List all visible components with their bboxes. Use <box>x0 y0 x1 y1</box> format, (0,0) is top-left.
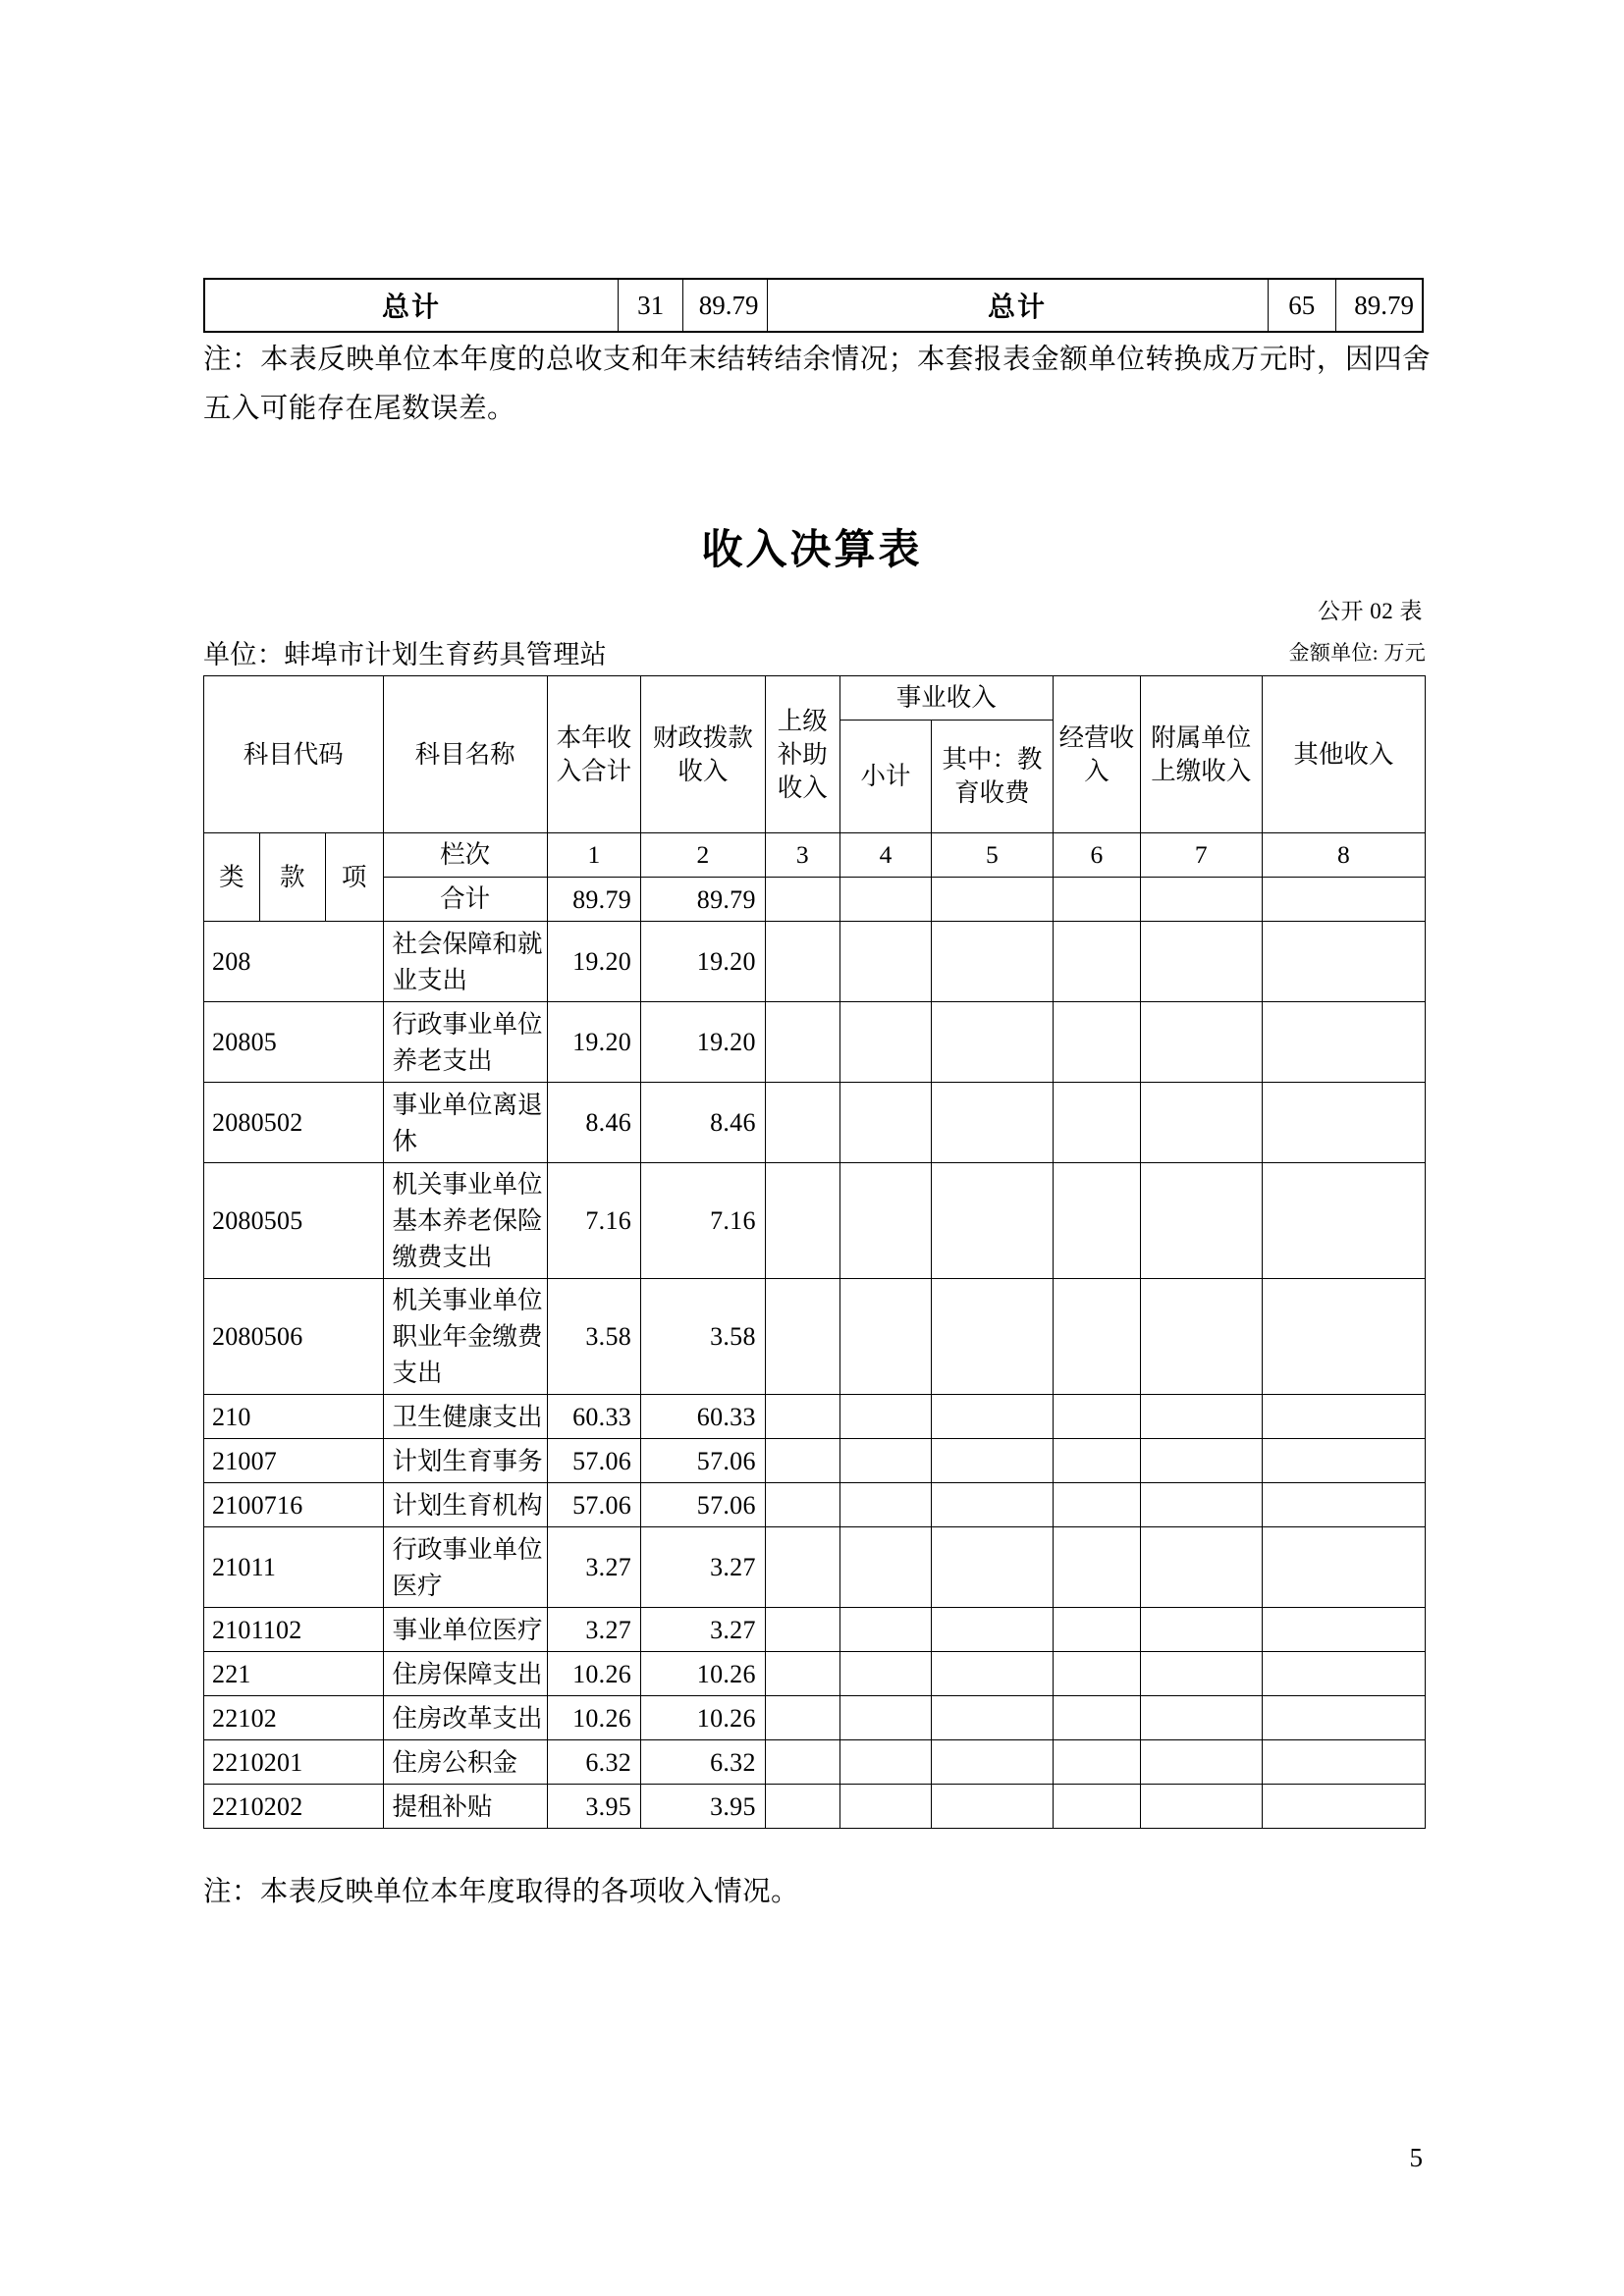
row-value-1: 3.27 <box>547 1608 640 1652</box>
row-subject-code: 221 <box>204 1652 384 1696</box>
row-value-2: 57.06 <box>641 1439 766 1483</box>
row-value-2: 3.58 <box>641 1279 766 1395</box>
table-row <box>204 1740 1426 1785</box>
table-body <box>204 922 1426 1829</box>
row-value-5 <box>932 1696 1054 1740</box>
row-value-7 <box>1140 1395 1262 1439</box>
row-value-2: 3.27 <box>641 1608 766 1652</box>
row-value-1: 57.06 <box>547 1439 640 1483</box>
row-value-1: 60.33 <box>547 1395 640 1439</box>
header-superior-subsidy: 上级补助收入 <box>765 676 839 833</box>
page-number: 5 <box>1409 2143 1423 2172</box>
total-row-value-4 <box>839 878 931 922</box>
row-subject-code: 2210201 <box>204 1740 384 1785</box>
row-value-5 <box>932 1163 1054 1279</box>
row-subject-name: 卫生健康支出 <box>383 1395 547 1439</box>
row-value-6 <box>1053 1652 1140 1696</box>
row-value-6 <box>1053 1279 1140 1395</box>
row-value-1: 6.32 <box>547 1740 640 1785</box>
row-value-3 <box>765 922 839 1002</box>
row-value-7 <box>1140 1279 1262 1395</box>
row-value-4 <box>839 1395 931 1439</box>
row-value-6 <box>1053 1527 1140 1608</box>
row-value-4 <box>839 1527 931 1608</box>
row-value-2: 10.26 <box>641 1696 766 1740</box>
row-value-7 <box>1140 1163 1262 1279</box>
row-subject-code: 21007 <box>204 1439 384 1483</box>
continuation-table <box>203 278 1424 333</box>
row-value-6 <box>1053 1439 1140 1483</box>
row-value-5 <box>932 1652 1054 1696</box>
continuation-right-total-code: 65 <box>1268 279 1335 332</box>
row-subject-code: 22102 <box>204 1696 384 1740</box>
row-subject-name: 机关事业单位基本养老保险缴费支出 <box>383 1163 547 1279</box>
header-subject-code-kuan: 款 <box>259 833 325 922</box>
row-value-7 <box>1140 1527 1262 1608</box>
row-value-1: 3.95 <box>547 1785 640 1829</box>
row-value-8 <box>1262 922 1425 1002</box>
total-row-value-1: 89.79 <box>547 878 640 922</box>
row-value-1: 10.26 <box>547 1652 640 1696</box>
row-subject-code: 21011 <box>204 1527 384 1608</box>
row-value-6 <box>1053 1083 1140 1163</box>
row-value-3 <box>765 1002 839 1083</box>
column-index-1: 1 <box>547 833 640 878</box>
row-subject-code: 2080502 <box>204 1083 384 1163</box>
table-row <box>204 1163 1426 1279</box>
row-value-2: 19.20 <box>641 922 766 1002</box>
header-other-income: 其他收入 <box>1262 676 1425 833</box>
unit-name-label: 单位：蚌埠市计划生育药具管理站 <box>203 640 607 669</box>
table-row <box>204 1785 1426 1829</box>
row-subject-name: 社会保障和就业支出 <box>383 922 547 1002</box>
row-subject-name: 住房改革支出 <box>383 1696 547 1740</box>
row-value-8 <box>1262 1527 1425 1608</box>
row-value-3 <box>765 1785 839 1829</box>
table-total-row <box>204 878 1426 922</box>
table-row <box>204 1652 1426 1696</box>
row-value-7 <box>1140 1696 1262 1740</box>
header-affiliated-unit-payment: 附属单位上缴收入 <box>1140 676 1262 833</box>
continuation-right-total-label: 总计 <box>767 279 1268 332</box>
column-index-4: 4 <box>839 833 931 878</box>
row-value-2: 7.16 <box>641 1163 766 1279</box>
row-value-3 <box>765 1527 839 1608</box>
row-value-7 <box>1140 1439 1262 1483</box>
row-value-3 <box>765 1439 839 1483</box>
row-value-4 <box>839 922 931 1002</box>
header-business-income: 事业收入 <box>839 676 1053 721</box>
header-subject-code-xiang: 项 <box>325 833 383 922</box>
row-value-1: 8.46 <box>547 1083 640 1163</box>
header-business-subtotal: 小计 <box>839 721 931 833</box>
header-year-income-total: 本年收入合计 <box>547 676 640 833</box>
table-row <box>204 1483 1426 1527</box>
row-value-2: 57.06 <box>641 1483 766 1527</box>
row-value-8 <box>1262 1083 1425 1163</box>
row-value-7 <box>1140 1785 1262 1829</box>
row-subject-code: 2080506 <box>204 1279 384 1395</box>
table-row <box>204 1608 1426 1652</box>
row-value-2: 10.26 <box>641 1652 766 1696</box>
row-value-8 <box>1262 1439 1425 1483</box>
row-value-4 <box>839 1279 931 1395</box>
row-value-8 <box>1262 1483 1425 1527</box>
row-value-4 <box>839 1696 931 1740</box>
row-value-1: 10.26 <box>547 1696 640 1740</box>
column-index-8: 8 <box>1262 833 1425 878</box>
total-row-label: 合计 <box>383 878 547 922</box>
row-value-5 <box>932 1002 1054 1083</box>
header-fiscal-appropriation: 财政拨款收入 <box>641 676 766 833</box>
row-value-3 <box>765 1608 839 1652</box>
row-value-7 <box>1140 922 1262 1002</box>
row-value-6 <box>1053 1002 1140 1083</box>
row-value-1: 19.20 <box>547 922 640 1002</box>
row-value-4 <box>839 1083 931 1163</box>
table-header-row-primary <box>204 676 1426 721</box>
row-subject-code: 2210202 <box>204 1785 384 1829</box>
row-value-2: 3.27 <box>641 1527 766 1608</box>
column-index-6: 6 <box>1053 833 1140 878</box>
row-value-3 <box>765 1652 839 1696</box>
row-value-3 <box>765 1740 839 1785</box>
row-value-5 <box>932 1785 1054 1829</box>
row-value-2: 19.20 <box>641 1002 766 1083</box>
row-value-6 <box>1053 922 1140 1002</box>
column-index-5: 5 <box>932 833 1054 878</box>
row-value-6 <box>1053 1483 1140 1527</box>
public-disclosure-number: 公开 02 表 <box>1318 599 1423 623</box>
row-value-2: 8.46 <box>641 1083 766 1163</box>
table-row <box>204 1083 1426 1163</box>
table-meta-row <box>203 633 1426 668</box>
row-value-8 <box>1262 1395 1425 1439</box>
row-subject-name: 住房保障支出 <box>383 1652 547 1696</box>
continuation-left-total-label: 总计 <box>204 279 618 332</box>
row-value-1: 3.58 <box>547 1279 640 1395</box>
row-value-5 <box>932 1527 1054 1608</box>
row-subject-name: 提租补贴 <box>383 1785 547 1829</box>
column-index-2: 2 <box>641 833 766 878</box>
page-title: 收入决算表 <box>701 525 923 573</box>
row-value-3 <box>765 1696 839 1740</box>
row-value-6 <box>1053 1696 1140 1740</box>
row-value-5 <box>932 1439 1054 1483</box>
header-column-index-label: 栏次 <box>383 833 547 878</box>
table-row <box>204 1002 1426 1083</box>
header-subject-code-lei: 类 <box>204 833 260 922</box>
income-statement-table <box>203 675 1426 1829</box>
row-subject-name: 计划生育机构 <box>383 1483 547 1527</box>
row-value-8 <box>1262 1279 1425 1395</box>
column-index-3: 3 <box>765 833 839 878</box>
row-subject-code: 210 <box>204 1395 384 1439</box>
row-value-3 <box>765 1279 839 1395</box>
table-row <box>204 1439 1426 1483</box>
column-index-7: 7 <box>1140 833 1262 878</box>
row-value-6 <box>1053 1395 1140 1439</box>
table-column-index-row <box>204 833 1426 878</box>
table-row <box>204 1279 1426 1395</box>
row-value-5 <box>932 1740 1054 1785</box>
row-value-3 <box>765 1163 839 1279</box>
row-value-8 <box>1262 1652 1425 1696</box>
row-subject-name: 行政事业单位养老支出 <box>383 1002 547 1083</box>
row-value-1: 7.16 <box>547 1163 640 1279</box>
row-value-4 <box>839 1483 931 1527</box>
row-value-4 <box>839 1740 931 1785</box>
row-value-6 <box>1053 1608 1140 1652</box>
total-row-value-3 <box>765 878 839 922</box>
row-value-6 <box>1053 1785 1140 1829</box>
row-value-8 <box>1262 1163 1425 1279</box>
row-value-2: 3.95 <box>641 1785 766 1829</box>
total-row-value-8 <box>1262 878 1425 922</box>
row-subject-name: 事业单位离退休 <box>383 1083 547 1163</box>
row-value-2: 6.32 <box>641 1740 766 1785</box>
row-value-6 <box>1053 1740 1140 1785</box>
row-subject-name: 计划生育事务 <box>383 1439 547 1483</box>
row-subject-code: 2101102 <box>204 1608 384 1652</box>
row-value-3 <box>765 1083 839 1163</box>
header-subject-name: 科目名称 <box>383 676 547 833</box>
header-subject-code: 科目代码 <box>204 676 384 833</box>
row-value-1: 3.27 <box>547 1527 640 1608</box>
row-subject-name: 机关事业单位职业年金缴费支出 <box>383 1279 547 1395</box>
row-subject-code: 2100716 <box>204 1483 384 1527</box>
total-row-value-7 <box>1140 878 1262 922</box>
row-value-4 <box>839 1002 931 1083</box>
row-value-7 <box>1140 1002 1262 1083</box>
table-row <box>204 279 1423 332</box>
continuation-left-total-value: 89.79 <box>683 279 767 332</box>
continuation-left-total-code: 31 <box>618 279 682 332</box>
row-value-1: 57.06 <box>547 1483 640 1527</box>
table-row <box>204 922 1426 1002</box>
row-value-5 <box>932 1483 1054 1527</box>
row-value-1: 19.20 <box>547 1002 640 1083</box>
row-value-5 <box>932 1395 1054 1439</box>
row-value-5 <box>932 922 1054 1002</box>
amount-unit-label: 金额单位: 万元 <box>1288 641 1426 665</box>
row-value-4 <box>839 1439 931 1483</box>
total-row-value-5 <box>932 878 1054 922</box>
note-top: 注：本表反映单位本年度的总收支和年末结转结余情况；本套报表金额单位转换成万元时，因四舍五入可能存在尾数误差。 <box>203 345 1431 424</box>
row-subject-name: 住房公积金 <box>383 1740 547 1785</box>
row-value-8 <box>1262 1608 1425 1652</box>
row-value-5 <box>932 1279 1054 1395</box>
total-row-value-2: 89.79 <box>641 878 766 922</box>
row-value-4 <box>839 1163 931 1279</box>
table-row <box>204 1395 1426 1439</box>
row-value-8 <box>1262 1002 1425 1083</box>
row-subject-code: 208 <box>204 922 384 1002</box>
continuation-right-total-value: 89.79 <box>1335 279 1423 332</box>
table-row <box>204 1696 1426 1740</box>
row-subject-name: 行政事业单位医疗 <box>383 1527 547 1608</box>
row-value-7 <box>1140 1608 1262 1652</box>
row-subject-code: 20805 <box>204 1002 384 1083</box>
row-value-7 <box>1140 1652 1262 1696</box>
row-value-2: 60.33 <box>641 1395 766 1439</box>
header-operating-income: 经营收入 <box>1053 676 1140 833</box>
row-value-7 <box>1140 1740 1262 1785</box>
table-row <box>204 1527 1426 1608</box>
note-bottom: 注：本表反映单位本年度取得的各项收入情况。 <box>203 1877 799 1907</box>
total-row-value-6 <box>1053 878 1140 922</box>
row-value-6 <box>1053 1163 1140 1279</box>
row-value-4 <box>839 1608 931 1652</box>
row-value-7 <box>1140 1483 1262 1527</box>
row-value-8 <box>1262 1740 1425 1785</box>
row-value-5 <box>932 1083 1054 1163</box>
row-subject-name: 事业单位医疗 <box>383 1608 547 1652</box>
row-value-4 <box>839 1652 931 1696</box>
header-business-education-fee: 其中：教育收费 <box>932 721 1054 833</box>
row-value-3 <box>765 1483 839 1527</box>
row-value-7 <box>1140 1083 1262 1163</box>
row-value-5 <box>932 1608 1054 1652</box>
row-value-8 <box>1262 1696 1425 1740</box>
row-value-3 <box>765 1395 839 1439</box>
row-value-4 <box>839 1785 931 1829</box>
row-value-8 <box>1262 1785 1425 1829</box>
row-subject-code: 2080505 <box>204 1163 384 1279</box>
